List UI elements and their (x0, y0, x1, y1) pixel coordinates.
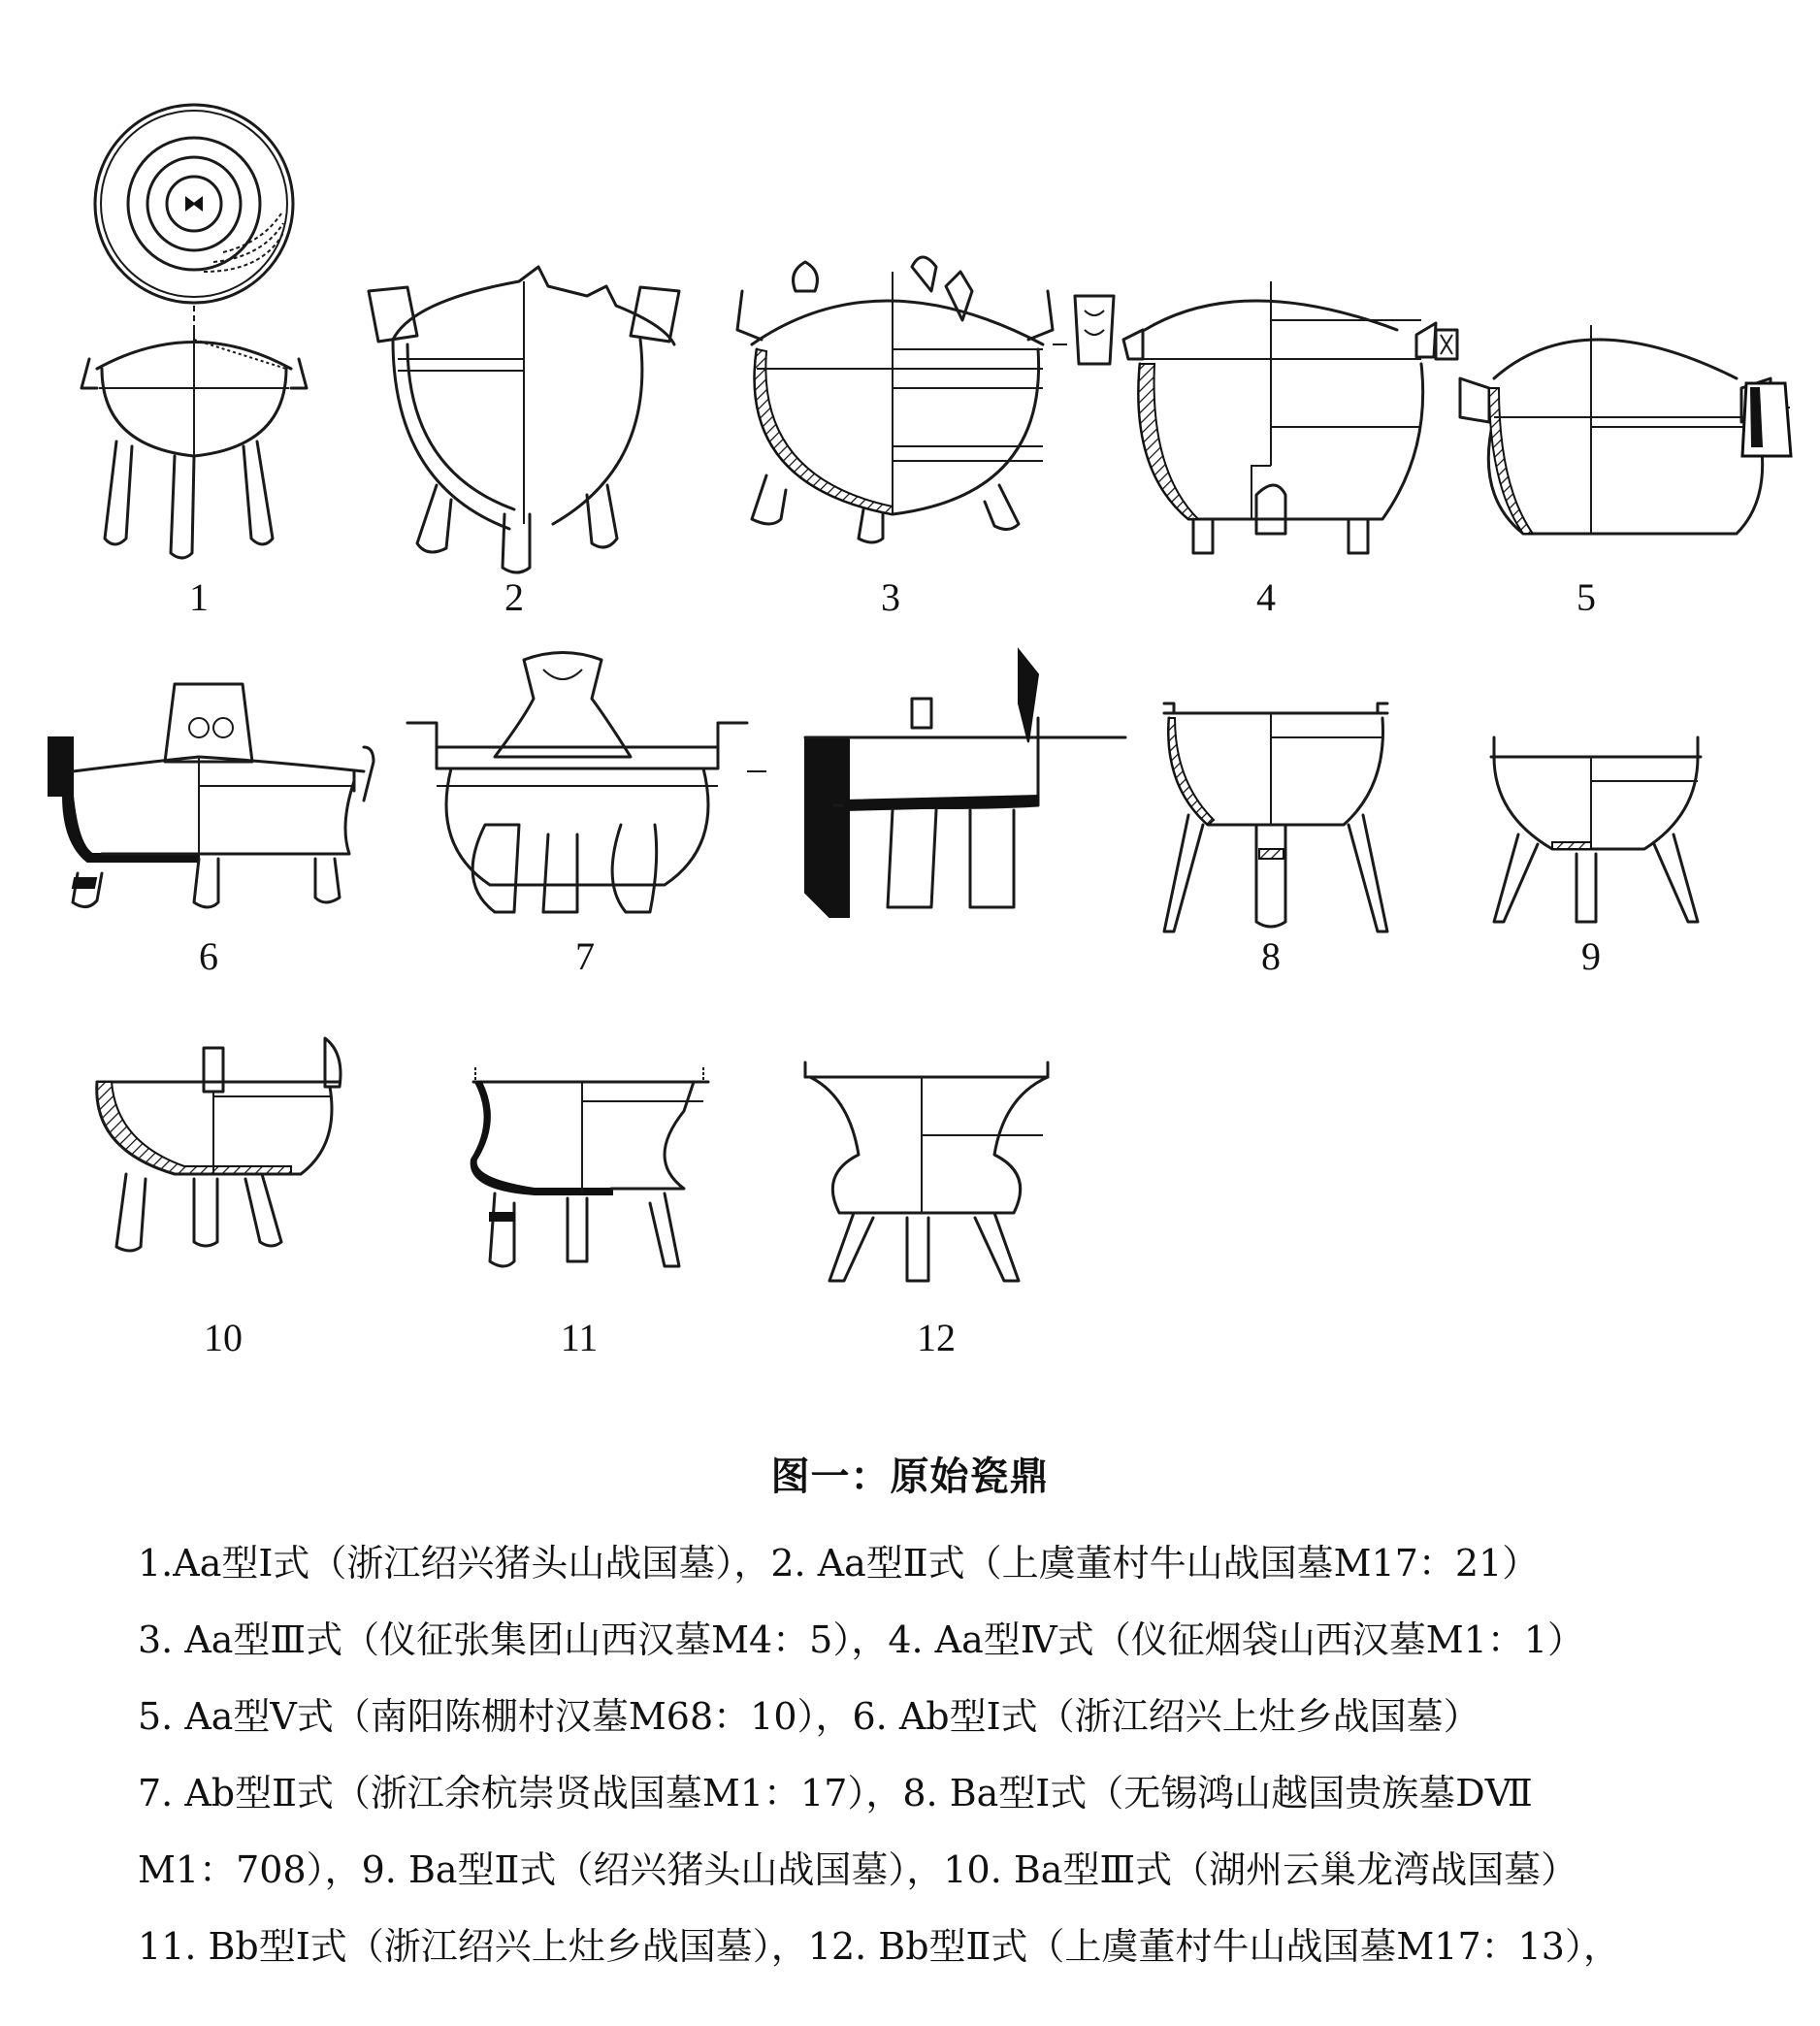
caption-line-2: 3. Aa型Ⅲ式（仪征张集团山西汉墓M4：5），4. Aa型Ⅳ式（仪征烟袋山西汉墓M1：1） (138, 1618, 1585, 1661)
vessel-3-drawing (728, 252, 1135, 563)
figure-number-8: 8 (1261, 934, 1281, 978)
vessel-9-drawing (1479, 728, 1722, 931)
figure-number-1: 1 (189, 575, 209, 619)
figure-number-5: 5 (1576, 575, 1596, 619)
figure-number-11: 11 (560, 1316, 599, 1359)
figure-number-3: 3 (881, 575, 900, 619)
figure-number-7: 7 (575, 934, 595, 978)
vessel-6-drawing (44, 679, 383, 922)
figure-caption-title: 图一：原始瓷鼎 (770, 1454, 1050, 1499)
caption-line-1: 1.Aa型Ⅰ式（浙江绍兴猪头山战国墓），2. Aa型Ⅱ式（上虞董村牛山战国墓M17：21） (138, 1542, 1540, 1585)
vessel-2-drawing (349, 262, 699, 572)
vessel-10-drawing (87, 1033, 359, 1257)
figure-number-4: 4 (1256, 575, 1276, 619)
figure-caption (138, 1525, 1806, 1985)
vessel-11-drawing (466, 1058, 718, 1281)
vessel-5-drawing (1455, 320, 1814, 553)
caption-line-5: M1：708），9. Ba型Ⅱ式（绍兴猪头山战国墓），10. Ba型Ⅲ式（湖州云巢龙湾战国墓） (138, 1848, 1578, 1891)
caption-line-3: 5. Aa型Ⅴ式（南阳陈棚村汉墓M68：10），6. Ab型Ⅰ式（浙江绍兴上灶乡战国墓） (138, 1695, 1480, 1738)
figure-number-2: 2 (504, 575, 524, 619)
figure-number-10: 10 (204, 1316, 243, 1359)
caption-line-4: 7. Ab型Ⅱ式（浙江余杭崇贤战国墓M1：17），8. Ba型Ⅰ式（无锡鸿山越国贵族墓DⅦ (138, 1772, 1533, 1814)
vessel-12-drawing (800, 1048, 1062, 1291)
vessel-4-drawing (1116, 272, 1465, 563)
vessel-1-drawing (78, 97, 330, 563)
caption-line-6: 11. Bb型Ⅰ式（浙江绍兴上灶乡战国墓），12. Bb型Ⅱ式（上虞董村牛山战国墓M17：13）， (138, 1925, 1620, 1968)
vessel-7-drawing (398, 640, 1096, 931)
vessel-8-drawing (1154, 689, 1407, 941)
figure-number-12: 12 (917, 1316, 956, 1359)
figure-number-9: 9 (1581, 934, 1601, 978)
figure-number-6: 6 (199, 934, 218, 978)
